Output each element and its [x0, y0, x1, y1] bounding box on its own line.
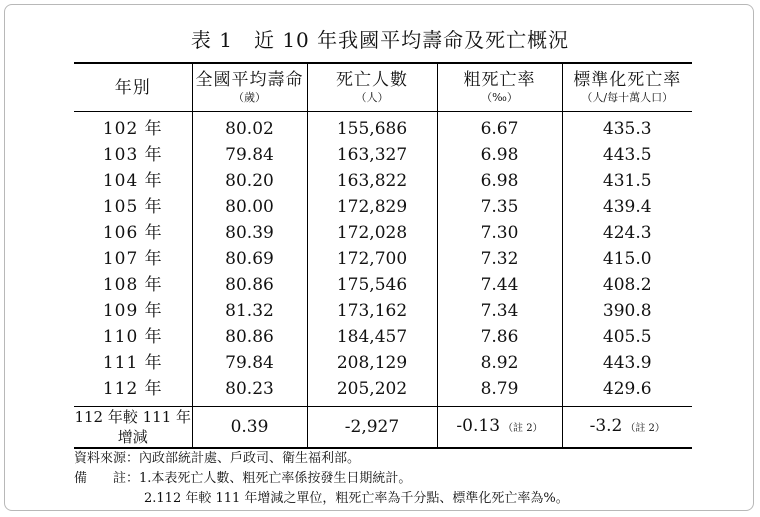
cell-year: 110 年	[102, 327, 163, 347]
cell-life-expectancy: 80.20	[192, 168, 307, 194]
table-row	[74, 168, 692, 194]
cell-deaths: 155,686	[307, 112, 437, 143]
cell-deaths: 184,457	[307, 324, 437, 350]
cell-standardized-rate: 443.5	[562, 142, 692, 168]
cell-crude-rate: 7.86	[437, 324, 562, 350]
cell-life-expectancy: 79.84	[192, 350, 307, 376]
header-year	[74, 63, 192, 112]
cell-crude-rate: 7.32	[437, 246, 562, 272]
header-unit: （人/每十萬人口）	[581, 90, 674, 104]
table-row	[74, 220, 692, 246]
change-crude-rate-cell	[437, 407, 562, 449]
header-life-expectancy	[192, 63, 307, 112]
cell-deaths: 172,028	[307, 220, 437, 246]
cell-standardized-rate: 415.0	[562, 246, 692, 272]
cell-life-expectancy: 81.32	[192, 298, 307, 324]
table-row	[74, 194, 692, 220]
cell-standardized-rate: 424.3	[562, 220, 692, 246]
note-source: 資料來源：內政部統計處、戶政司、衛生福利部。	[74, 451, 361, 466]
change-crude-rate: -0.13	[456, 415, 501, 436]
cell-crude-rate: 6.67	[437, 112, 562, 143]
table-notes	[74, 449, 714, 509]
cell-life-expectancy: 80.00	[192, 194, 307, 220]
cell-deaths: 173,162	[307, 298, 437, 324]
cell-deaths: 205,202	[307, 376, 437, 407]
cell-standardized-rate: 443.9	[562, 350, 692, 376]
table-row	[74, 142, 692, 168]
cell-standardized-rate: 390.8	[562, 298, 692, 324]
header-unit: （歲）	[233, 90, 266, 104]
cell-standardized-rate: 435.3	[562, 112, 692, 143]
cell-deaths: 208,129	[307, 350, 437, 376]
cell-year: 103 年	[102, 145, 163, 165]
table-title: 表 1 近 10 年我國平均壽命及死亡概況	[190, 28, 570, 52]
cell-year: 104 年	[102, 171, 163, 191]
cell-deaths: 163,822	[307, 168, 437, 194]
note-ref: （註 2）	[625, 422, 665, 434]
table-row	[74, 298, 692, 324]
cell-life-expectancy: 80.69	[192, 246, 307, 272]
change-row	[74, 407, 692, 449]
header-label: 標準化死亡率	[573, 69, 682, 90]
header-label: 全國平均壽命	[195, 69, 304, 90]
cell-year: 112 年	[102, 379, 163, 399]
header-label: 粗死亡率	[463, 69, 536, 90]
table-row	[74, 324, 692, 350]
cell-crude-rate: 7.44	[437, 272, 562, 298]
header-unit: （人）	[355, 90, 389, 104]
cell-crude-rate: 8.92	[437, 350, 562, 376]
table-row	[74, 376, 692, 407]
header-label: 死亡人數	[336, 69, 408, 90]
cell-crude-rate: 7.34	[437, 298, 562, 324]
cell-year: 105 年	[102, 197, 163, 217]
cell-crude-rate: 7.30	[437, 220, 562, 246]
note-ref: （註 2）	[503, 422, 543, 434]
note-remark-2: 2.112 年較 111 年增減之單位，粗死亡率為千分點、標準化死亡率為%。	[144, 491, 569, 506]
cell-standardized-rate: 429.6	[562, 376, 692, 407]
cell-standardized-rate: 431.5	[562, 168, 692, 194]
header-crude-death-rate	[437, 63, 562, 112]
cell-standardized-rate: 405.5	[562, 324, 692, 350]
change-standardized-rate: -3.2	[589, 415, 623, 436]
change-life-expectancy: 0.39	[192, 407, 307, 449]
change-deaths: -2,927	[307, 407, 437, 449]
cell-standardized-rate: 439.4	[562, 194, 692, 220]
cell-crude-rate: 6.98	[437, 168, 562, 194]
cell-year: 102 年	[102, 119, 163, 139]
change-standardized-rate-cell	[562, 407, 692, 449]
cell-year: 108 年	[102, 275, 163, 295]
table-row	[74, 272, 692, 298]
change-label-line2: 增減	[117, 428, 148, 446]
cell-deaths: 163,327	[307, 142, 437, 168]
cell-life-expectancy: 80.86	[192, 324, 307, 350]
change-label-cell	[74, 407, 192, 449]
cell-year: 111 年	[102, 353, 163, 373]
cell-crude-rate: 6.98	[437, 142, 562, 168]
header-deaths	[307, 63, 437, 112]
cell-year: 107 年	[102, 249, 163, 269]
cell-life-expectancy: 80.86	[192, 272, 307, 298]
header-row	[74, 63, 692, 112]
cell-deaths: 175,546	[307, 272, 437, 298]
cell-year: 109 年	[102, 301, 163, 321]
cell-deaths: 172,829	[307, 194, 437, 220]
table-row	[74, 246, 692, 272]
cell-standardized-rate: 408.2	[562, 272, 692, 298]
header-unit: （‰）	[481, 90, 518, 104]
cell-life-expectancy: 80.39	[192, 220, 307, 246]
cell-crude-rate: 8.79	[437, 376, 562, 407]
table-row	[74, 350, 692, 376]
cell-life-expectancy: 80.23	[192, 376, 307, 407]
cell-life-expectancy: 79.84	[192, 142, 307, 168]
cell-year: 106 年	[102, 223, 163, 243]
table-row	[74, 112, 692, 143]
header-label: 年別	[114, 77, 151, 98]
note-remark-1: 備 註：1.本表死亡人數、粗死亡率係按發生日期統計。	[74, 471, 412, 486]
cell-deaths: 172,700	[307, 246, 437, 272]
change-label-line1: 112 年較 111 年	[74, 408, 192, 426]
cell-life-expectancy: 80.02	[192, 112, 307, 143]
mortality-table	[74, 62, 692, 449]
header-standardized-death-rate	[562, 63, 692, 112]
cell-crude-rate: 7.35	[437, 194, 562, 220]
